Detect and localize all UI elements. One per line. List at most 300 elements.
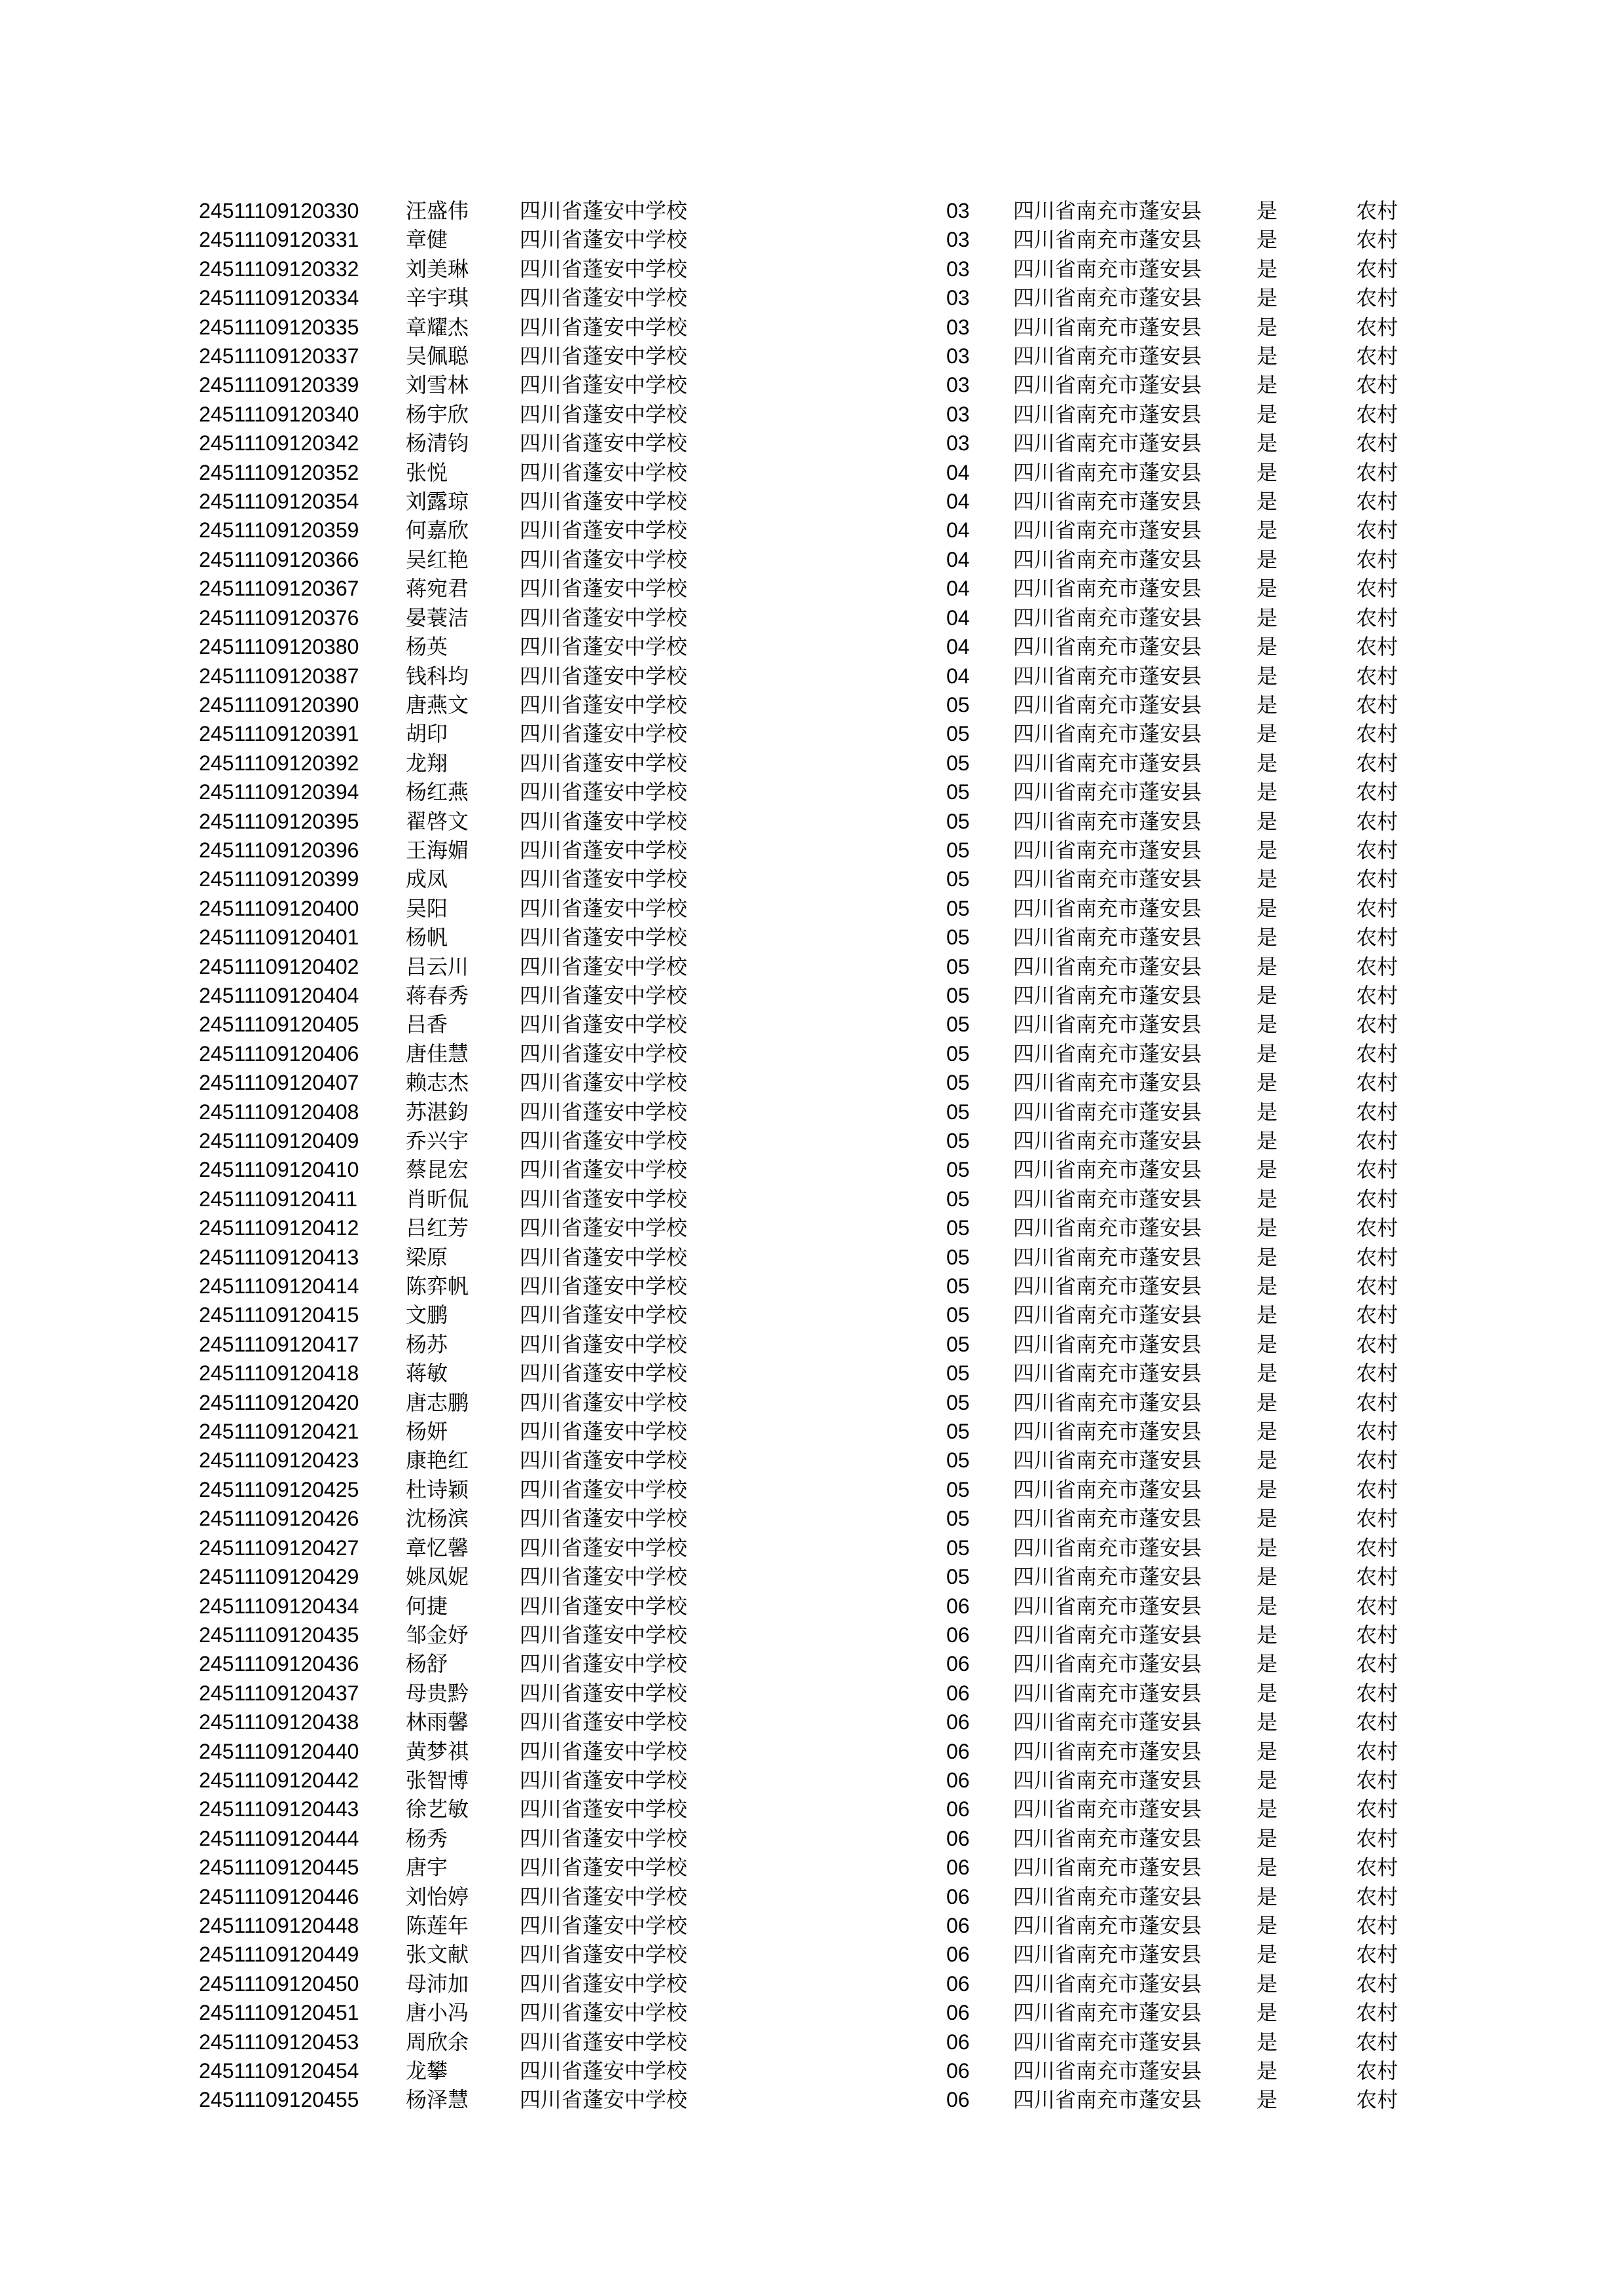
flag-cell: 是 <box>1257 1622 1278 1647</box>
class-number-cell: 06 <box>946 2001 970 2025</box>
student-id-cell: 24511109120427 <box>199 1535 359 1560</box>
class-number-cell: 03 <box>946 199 970 223</box>
school-cell: 四川省蓬安中学校 <box>520 721 688 747</box>
residence-type-cell: 农村 <box>1356 314 1399 340</box>
class-number-cell: 05 <box>946 1361 970 1386</box>
residence-type-cell: 农村 <box>1356 401 1399 427</box>
residence-type-cell: 农村 <box>1356 256 1399 281</box>
student-id-cell: 24511109120420 <box>199 1390 359 1414</box>
residence-type-cell: 农村 <box>1356 1767 1399 1793</box>
student-name-cell: 唐佳慧 <box>406 1041 469 1066</box>
table-row <box>199 370 1415 399</box>
flag-cell: 是 <box>1257 1244 1278 1270</box>
student-name-cell: 周欣余 <box>406 2029 469 2054</box>
table-row <box>199 1213 1415 1242</box>
flag-cell: 是 <box>1257 1012 1278 1037</box>
class-number-cell: 05 <box>946 1477 970 1501</box>
region-cell: 四川省南充市蓬安县 <box>1013 1477 1202 1502</box>
student-name-cell: 成凤 <box>406 867 448 892</box>
region-cell: 四川省南充市蓬安县 <box>1013 1855 1202 1880</box>
table-row <box>199 283 1415 312</box>
residence-type-cell: 农村 <box>1356 1651 1399 1677</box>
school-cell: 四川省蓬安中学校 <box>520 431 688 456</box>
flag-cell: 是 <box>1257 1186 1278 1211</box>
residence-type-cell: 农村 <box>1356 1477 1399 1502</box>
region-cell: 四川省南充市蓬安县 <box>1013 547 1202 572</box>
student-id-cell: 24511109120445 <box>199 1856 359 1880</box>
residence-type-cell: 农村 <box>1356 1710 1399 1735</box>
class-number-cell: 05 <box>946 983 970 1007</box>
class-number-cell: 03 <box>946 431 970 456</box>
school-cell: 四川省蓬安中学校 <box>520 372 688 398</box>
class-number-cell: 05 <box>946 722 970 746</box>
student-name-cell: 蒋春秀 <box>406 982 469 1008</box>
student-name-cell: 刘美琳 <box>406 256 469 281</box>
region-cell: 四川省南充市蓬安县 <box>1013 1041 1202 1066</box>
flag-cell: 是 <box>1257 285 1278 311</box>
flag-cell: 是 <box>1257 2000 1278 2026</box>
residence-type-cell: 农村 <box>1356 605 1399 630</box>
student-name-cell: 母贵黔 <box>406 1680 469 1706</box>
student-id-cell: 24511109120400 <box>199 896 359 920</box>
region-cell: 四川省南充市蓬安县 <box>1013 431 1202 456</box>
region-cell: 四川省南充市蓬安县 <box>1013 1244 1202 1270</box>
region-cell: 四川省南充市蓬安县 <box>1013 314 1202 340</box>
residence-type-cell: 农村 <box>1356 227 1399 253</box>
flag-cell: 是 <box>1257 1302 1278 1328</box>
student-name-cell: 唐燕文 <box>406 692 469 717</box>
student-id-cell: 24511109120446 <box>199 1884 359 1909</box>
residence-type-cell: 农村 <box>1356 372 1399 398</box>
region-cell: 四川省南充市蓬安县 <box>1013 1070 1202 1096</box>
student-name-cell: 刘雪林 <box>406 372 469 398</box>
school-cell: 四川省蓬安中学校 <box>520 1884 688 1909</box>
flag-cell: 是 <box>1257 459 1278 485</box>
student-name-cell: 吕云川 <box>406 954 469 979</box>
flag-cell: 是 <box>1257 1448 1278 1473</box>
school-cell: 四川省蓬安中学校 <box>520 256 688 281</box>
school-cell: 四川省蓬安中学校 <box>520 1593 688 1619</box>
student-name-cell: 刘怡婷 <box>406 1884 469 1909</box>
student-name-cell: 苏湛鈞 <box>406 1099 469 1124</box>
flag-cell: 是 <box>1257 982 1278 1008</box>
student-name-cell: 蔡昆宏 <box>406 1157 469 1183</box>
region-cell: 四川省南充市蓬安县 <box>1013 1099 1202 1124</box>
residence-type-cell: 农村 <box>1356 576 1399 601</box>
school-cell: 四川省蓬安中学校 <box>520 1215 688 1241</box>
flag-cell: 是 <box>1257 663 1278 689</box>
student-id-cell: 24511109120434 <box>199 1594 359 1618</box>
flag-cell: 是 <box>1257 1651 1278 1677</box>
student-name-cell: 杨清钧 <box>406 431 469 456</box>
school-cell: 四川省蓬安中学校 <box>520 518 688 543</box>
region-cell: 四川省南充市蓬安县 <box>1013 1302 1202 1328</box>
class-number-cell: 05 <box>946 809 970 833</box>
region-cell: 四川省南充市蓬安县 <box>1013 576 1202 601</box>
residence-type-cell: 农村 <box>1356 1448 1399 1473</box>
residence-type-cell: 农村 <box>1356 489 1399 514</box>
table-row <box>199 865 1415 893</box>
school-cell: 四川省蓬安中学校 <box>520 1361 688 1386</box>
table-row <box>199 1534 1415 1562</box>
region-cell: 四川省南充市蓬安县 <box>1013 1971 1202 1996</box>
student-id-cell: 24511109120455 <box>199 2088 359 2112</box>
class-number-cell: 06 <box>946 1856 970 1880</box>
region-cell: 四川省南充市蓬安县 <box>1013 489 1202 514</box>
student-id-cell: 24511109120444 <box>199 1826 359 1850</box>
school-cell: 四川省蓬安中学校 <box>520 1041 688 1066</box>
student-id-cell: 24511109120342 <box>199 431 359 456</box>
student-name-cell: 王海媚 <box>406 837 469 863</box>
flag-cell: 是 <box>1257 1419 1278 1444</box>
school-cell: 四川省蓬安中学校 <box>520 198 688 223</box>
region-cell: 四川省南充市蓬安县 <box>1013 895 1202 921</box>
school-cell: 四川省蓬安中学校 <box>520 1390 688 1415</box>
residence-type-cell: 农村 <box>1356 1680 1399 1706</box>
flag-cell: 是 <box>1257 431 1278 456</box>
student-id-cell: 24511109120354 <box>199 490 359 514</box>
student-id-cell: 24511109120402 <box>199 954 359 978</box>
table-row <box>199 1010 1415 1039</box>
residence-type-cell: 农村 <box>1356 1361 1399 1386</box>
residence-type-cell: 农村 <box>1356 1244 1399 1270</box>
student-id-cell: 24511109120339 <box>199 373 359 397</box>
table-row <box>199 196 1415 225</box>
class-number-cell: 04 <box>946 460 970 484</box>
student-name-cell: 胡印 <box>406 721 448 747</box>
student-name-cell: 文鹏 <box>406 1302 448 1328</box>
class-number-cell: 03 <box>946 315 970 339</box>
residence-type-cell: 农村 <box>1356 1855 1399 1880</box>
table-row <box>199 2028 1415 2056</box>
class-number-cell: 05 <box>946 1420 970 1444</box>
table-row <box>199 1679 1415 1708</box>
flag-cell: 是 <box>1257 1390 1278 1415</box>
student-name-cell: 黄梦祺 <box>406 1738 469 1764</box>
residence-type-cell: 农村 <box>1356 1128 1399 1153</box>
class-number-cell: 05 <box>946 1041 970 1066</box>
school-cell: 四川省蓬安中学校 <box>520 1448 688 1473</box>
flag-cell: 是 <box>1257 750 1278 776</box>
table-row <box>199 1359 1415 1388</box>
school-cell: 四川省蓬安中学校 <box>520 1738 688 1764</box>
school-cell: 四川省蓬安中学校 <box>520 1680 688 1706</box>
flag-cell: 是 <box>1257 1361 1278 1386</box>
region-cell: 四川省南充市蓬安县 <box>1013 837 1202 863</box>
residence-type-cell: 农村 <box>1356 2087 1399 2113</box>
student-name-cell: 章健 <box>406 227 448 253</box>
region-cell: 四川省南充市蓬安县 <box>1013 925 1202 950</box>
student-id-cell: 24511109120421 <box>199 1420 359 1444</box>
class-number-cell: 04 <box>946 547 970 571</box>
region-cell: 四川省南充市蓬安县 <box>1013 780 1202 805</box>
student-name-cell: 章耀杰 <box>406 314 469 340</box>
school-cell: 四川省蓬安中学校 <box>520 314 688 340</box>
class-number-cell: 06 <box>946 1681 970 1705</box>
student-id-cell: 24511109120337 <box>199 344 359 368</box>
flag-cell: 是 <box>1257 1912 1278 1938</box>
table-row <box>199 313 1415 342</box>
class-number-cell: 03 <box>946 286 970 310</box>
student-id-cell: 24511109120392 <box>199 751 359 775</box>
school-cell: 四川省蓬安中学校 <box>520 576 688 601</box>
region-cell: 四川省南充市蓬安县 <box>1013 1274 1202 1299</box>
class-number-cell: 06 <box>946 2059 970 2083</box>
class-number-cell: 06 <box>946 1826 970 1850</box>
region-cell: 四川省南充市蓬安县 <box>1013 867 1202 892</box>
residence-type-cell: 农村 <box>1356 721 1399 747</box>
residence-type-cell: 农村 <box>1356 1419 1399 1444</box>
table-row <box>199 1911 1415 1940</box>
class-number-cell: 03 <box>946 344 970 368</box>
flag-cell: 是 <box>1257 1477 1278 1502</box>
table-row <box>199 1300 1415 1329</box>
class-number-cell: 05 <box>946 1448 970 1473</box>
school-cell: 四川省蓬安中学校 <box>520 1942 688 1967</box>
class-number-cell: 06 <box>946 1710 970 1734</box>
table-row <box>199 1330 1415 1359</box>
flag-cell: 是 <box>1257 1971 1278 1996</box>
region-cell: 四川省南充市蓬安县 <box>1013 1535 1202 1560</box>
student-id-cell: 24511109120448 <box>199 1913 359 1937</box>
student-id-cell: 24511109120451 <box>199 2001 359 2025</box>
residence-type-cell: 农村 <box>1356 837 1399 863</box>
student-id-cell: 24511109120408 <box>199 1100 359 1124</box>
class-number-cell: 03 <box>946 373 970 397</box>
school-cell: 四川省蓬安中学校 <box>520 344 688 369</box>
flag-cell: 是 <box>1257 721 1278 747</box>
student-name-cell: 邹金妤 <box>406 1622 469 1647</box>
class-number-cell: 05 <box>946 1187 970 1211</box>
table-row <box>199 1969 1415 1998</box>
table-row <box>199 1795 1415 1823</box>
table-row <box>199 1766 1415 1795</box>
school-cell: 四川省蓬安中学校 <box>520 1506 688 1532</box>
student-id-cell: 24511109120425 <box>199 1477 359 1501</box>
flag-cell: 是 <box>1257 576 1278 601</box>
residence-type-cell: 农村 <box>1356 1041 1399 1066</box>
residence-type-cell: 农村 <box>1356 1942 1399 1967</box>
school-cell: 四川省蓬安中学校 <box>520 837 688 863</box>
table-row <box>199 545 1415 574</box>
table-row <box>199 719 1415 748</box>
student-id-cell: 24511109120366 <box>199 547 359 571</box>
residence-type-cell: 农村 <box>1356 459 1399 485</box>
flag-cell: 是 <box>1257 1157 1278 1183</box>
class-number-cell: 05 <box>946 954 970 978</box>
residence-type-cell: 农村 <box>1356 1215 1399 1241</box>
region-cell: 四川省南充市蓬安县 <box>1013 750 1202 776</box>
region-cell: 四川省南充市蓬安县 <box>1013 1651 1202 1677</box>
table-row <box>199 516 1415 545</box>
table-row <box>199 691 1415 719</box>
flag-cell: 是 <box>1257 605 1278 630</box>
residence-type-cell: 农村 <box>1356 925 1399 950</box>
class-number-cell: 05 <box>946 1100 970 1124</box>
residence-type-cell: 农村 <box>1356 1971 1399 1996</box>
student-id-cell: 24511109120449 <box>199 1943 359 1967</box>
table-row <box>199 1708 1415 1736</box>
student-name-cell: 徐艺敏 <box>406 1797 469 1822</box>
residence-type-cell: 农村 <box>1356 1331 1399 1357</box>
student-id-cell: 24511109120417 <box>199 1332 359 1356</box>
class-number-cell: 05 <box>946 692 970 717</box>
school-cell: 四川省蓬安中学校 <box>520 1797 688 1822</box>
student-name-cell: 杨帆 <box>406 925 448 950</box>
class-number-cell: 05 <box>946 838 970 862</box>
flag-cell: 是 <box>1257 1535 1278 1560</box>
table-row <box>199 1155 1415 1184</box>
school-cell: 四川省蓬安中学校 <box>520 954 688 979</box>
region-cell: 四川省南充市蓬安县 <box>1013 1564 1202 1590</box>
flag-cell: 是 <box>1257 518 1278 543</box>
table-row <box>199 1039 1415 1068</box>
region-cell: 四川省南充市蓬安县 <box>1013 1767 1202 1793</box>
class-number-cell: 05 <box>946 1535 970 1560</box>
class-number-cell: 06 <box>946 2030 970 2054</box>
school-cell: 四川省蓬安中学校 <box>520 1128 688 1153</box>
student-name-cell: 梁原 <box>406 1244 448 1270</box>
student-name-cell: 章忆馨 <box>406 1535 469 1560</box>
student-id-cell: 24511109120405 <box>199 1013 359 1037</box>
student-id-cell: 24511109120412 <box>199 1216 359 1240</box>
student-name-cell: 杨红燕 <box>406 780 469 805</box>
school-cell: 四川省蓬安中学校 <box>520 750 688 776</box>
residence-type-cell: 农村 <box>1356 954 1399 979</box>
table-row <box>199 2085 1415 2114</box>
residence-type-cell: 农村 <box>1356 1912 1399 1938</box>
school-cell: 四川省蓬安中学校 <box>520 1564 688 1590</box>
residence-type-cell: 农村 <box>1356 547 1399 572</box>
school-cell: 四川省蓬安中学校 <box>520 1912 688 1938</box>
region-cell: 四川省南充市蓬安县 <box>1013 285 1202 311</box>
flag-cell: 是 <box>1257 1767 1278 1793</box>
student-name-cell: 吴阳 <box>406 895 448 921</box>
school-cell: 四川省蓬安中学校 <box>520 285 688 311</box>
school-cell: 四川省蓬安中学校 <box>520 663 688 689</box>
table-row <box>199 1592 1415 1621</box>
school-cell: 四川省蓬安中学校 <box>520 1710 688 1735</box>
school-cell: 四川省蓬安中学校 <box>520 1099 688 1124</box>
flag-cell: 是 <box>1257 1680 1278 1706</box>
class-number-cell: 06 <box>946 2088 970 2112</box>
school-cell: 四川省蓬安中学校 <box>520 1244 688 1270</box>
residence-type-cell: 农村 <box>1356 1564 1399 1590</box>
student-id-cell: 24511109120453 <box>199 2030 359 2054</box>
region-cell: 四川省南充市蓬安县 <box>1013 401 1202 427</box>
region-cell: 四川省南充市蓬安县 <box>1013 1593 1202 1619</box>
student-name-cell: 母沛加 <box>406 1971 469 1996</box>
region-cell: 四川省南充市蓬安县 <box>1013 1331 1202 1357</box>
flag-cell: 是 <box>1257 1593 1278 1619</box>
class-number-cell: 05 <box>946 1332 970 1356</box>
school-cell: 四川省蓬安中学校 <box>520 692 688 717</box>
school-cell: 四川省蓬安中学校 <box>520 867 688 892</box>
region-cell: 四川省南充市蓬安县 <box>1013 1506 1202 1532</box>
table-row <box>199 1649 1415 1678</box>
student-id-cell: 24511109120442 <box>199 1768 359 1792</box>
region-cell: 四川省南充市蓬安县 <box>1013 982 1202 1008</box>
region-cell: 四川省南充市蓬安县 <box>1013 1361 1202 1386</box>
class-number-cell: 05 <box>946 1216 970 1240</box>
table-row <box>199 662 1415 691</box>
region-cell: 四川省南充市蓬安县 <box>1013 1825 1202 1851</box>
student-name-cell: 何嘉欣 <box>406 518 469 543</box>
student-name-cell: 吕香 <box>406 1012 448 1037</box>
residence-type-cell: 农村 <box>1356 1302 1399 1328</box>
flag-cell: 是 <box>1257 372 1278 398</box>
region-cell: 四川省南充市蓬安县 <box>1013 2058 1202 2083</box>
flag-cell: 是 <box>1257 489 1278 514</box>
school-cell: 四川省蓬安中学校 <box>520 489 688 514</box>
student-id-cell: 24511109120401 <box>199 925 359 950</box>
class-number-cell: 04 <box>946 605 970 630</box>
student-id-cell: 24511109120367 <box>199 577 359 601</box>
residence-type-cell: 农村 <box>1356 780 1399 805</box>
flag-cell: 是 <box>1257 1128 1278 1153</box>
region-cell: 四川省南充市蓬安县 <box>1013 1680 1202 1706</box>
student-id-cell: 24511109120426 <box>199 1507 359 1531</box>
flag-cell: 是 <box>1257 547 1278 572</box>
flag-cell: 是 <box>1257 1855 1278 1880</box>
student-id-cell: 24511109120450 <box>199 1971 359 1996</box>
student-id-cell: 24511109120394 <box>199 780 359 804</box>
class-number-cell: 05 <box>946 780 970 804</box>
table-row <box>199 923 1415 952</box>
region-cell: 四川省南充市蓬安县 <box>1013 1622 1202 1647</box>
class-number-cell: 03 <box>946 402 970 426</box>
class-number-cell: 05 <box>946 925 970 950</box>
school-cell: 四川省蓬安中学校 <box>520 1622 688 1647</box>
student-id-cell: 24511109120443 <box>199 1797 359 1821</box>
class-number-cell: 05 <box>946 1013 970 1037</box>
student-name-cell: 吕红芳 <box>406 1215 469 1241</box>
region-cell: 四川省南充市蓬安县 <box>1013 344 1202 369</box>
class-number-cell: 05 <box>946 1390 970 1414</box>
region-cell: 四川省南充市蓬安县 <box>1013 2029 1202 2054</box>
region-cell: 四川省南充市蓬安县 <box>1013 1710 1202 1735</box>
residence-type-cell: 农村 <box>1356 1622 1399 1647</box>
table-row <box>199 952 1415 981</box>
region-cell: 四川省南充市蓬安县 <box>1013 1884 1202 1909</box>
student-name-cell: 张文献 <box>406 1942 469 1967</box>
school-cell: 四川省蓬安中学校 <box>520 1419 688 1444</box>
table-row <box>199 1185 1415 1213</box>
student-name-cell: 何捷 <box>406 1593 448 1619</box>
residence-type-cell: 农村 <box>1356 431 1399 456</box>
student-name-cell: 陈弈帆 <box>406 1274 469 1299</box>
school-cell: 四川省蓬安中学校 <box>520 2058 688 2083</box>
residence-type-cell: 农村 <box>1356 1099 1399 1124</box>
student-name-cell: 钱科均 <box>406 663 469 689</box>
flag-cell: 是 <box>1257 1070 1278 1096</box>
class-number-cell: 06 <box>946 1768 970 1792</box>
flag-cell: 是 <box>1257 2087 1278 2113</box>
class-number-cell: 05 <box>946 867 970 891</box>
class-number-cell: 05 <box>946 1245 970 1269</box>
student-roster-table <box>199 196 1415 2115</box>
student-id-cell: 24511109120387 <box>199 664 359 688</box>
school-cell: 四川省蓬安中学校 <box>520 547 688 572</box>
school-cell: 四川省蓬安中学校 <box>520 1651 688 1677</box>
class-number-cell: 06 <box>946 1913 970 1937</box>
student-name-cell: 陈莲年 <box>406 1912 469 1938</box>
class-number-cell: 05 <box>946 1274 970 1299</box>
student-name-cell: 沈杨滨 <box>406 1506 469 1532</box>
student-name-cell: 杨宇欣 <box>406 401 469 427</box>
region-cell: 四川省南充市蓬安县 <box>1013 2000 1202 2026</box>
school-cell: 四川省蓬安中学校 <box>520 1157 688 1183</box>
